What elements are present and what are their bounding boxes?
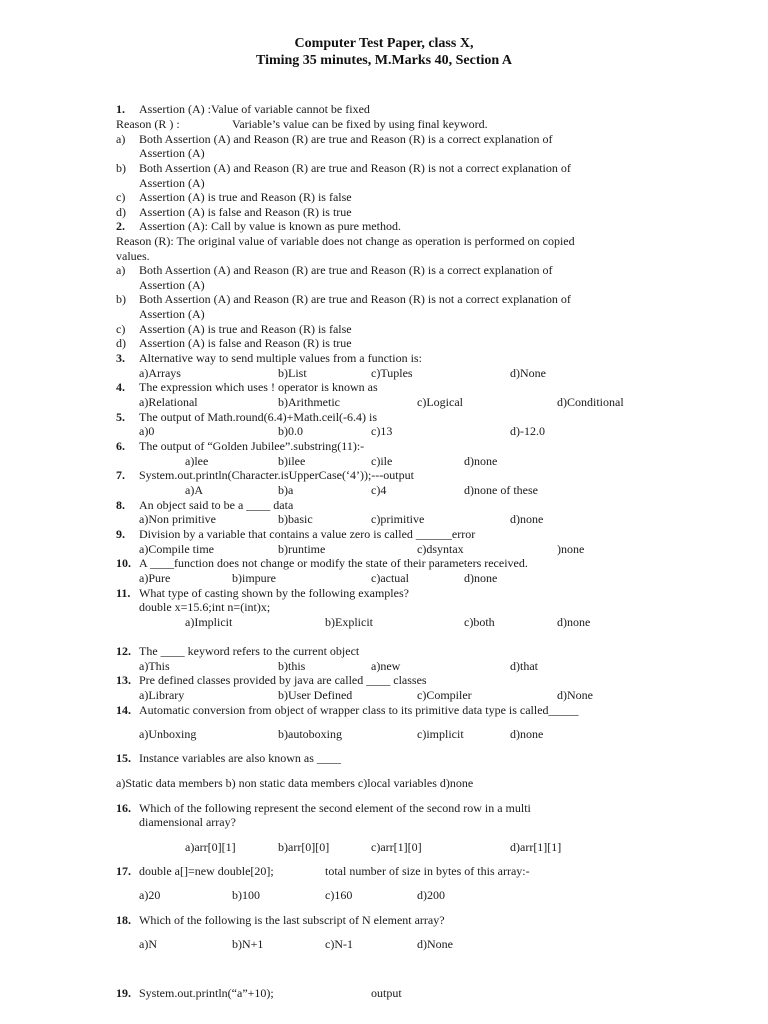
question-number: 17. bbox=[116, 864, 131, 878]
option-text: Assertion (A) is true and Reason (R) is false bbox=[139, 322, 352, 336]
question-number: 5. bbox=[116, 410, 125, 424]
question-number: 18. bbox=[116, 913, 131, 927]
option-d: d)None bbox=[510, 366, 546, 380]
title-line-1: Computer Test Paper, class X, bbox=[294, 36, 474, 51]
question-text: The expression which uses ! operator is known as bbox=[139, 380, 378, 394]
question-number: 15. bbox=[116, 751, 131, 765]
question-text-continued: output bbox=[371, 986, 402, 1000]
question-text: Alternative way to send multiple values from a function is: bbox=[139, 351, 422, 365]
option-c: c)actual bbox=[371, 571, 409, 585]
option-b: b)User Defined bbox=[278, 688, 353, 702]
option-b: b)this bbox=[278, 659, 306, 673]
option-d: d)none bbox=[464, 571, 498, 585]
option-d: d)that bbox=[510, 659, 538, 673]
option-c: c)Logical bbox=[417, 395, 463, 409]
option-text: Assertion (A) bbox=[139, 146, 205, 160]
title-line-2: Timing 35 minutes, M.Marks 40, Section A bbox=[255, 53, 513, 68]
option-b: b)arr[0][0] bbox=[278, 840, 330, 854]
option-d: d)none bbox=[557, 615, 591, 629]
question-text: Which of the following is the last subscript of N element array? bbox=[139, 913, 445, 927]
option-a: a)20 bbox=[139, 888, 161, 902]
option-c: a)new bbox=[371, 659, 401, 673]
question-number: 6. bbox=[116, 439, 125, 453]
option-c: c)ile bbox=[371, 454, 393, 468]
option-letter: a) bbox=[116, 132, 126, 146]
question-text: The output of “Golden Jubilee”.substring(11):- bbox=[139, 439, 365, 453]
question-text: What type of casting shown by the following examples? bbox=[139, 586, 409, 600]
option-b: b)100 bbox=[232, 888, 260, 902]
option-d: d)none bbox=[510, 512, 544, 526]
option-b: b)impure bbox=[232, 571, 276, 585]
question-text: Instance variables are also known as ____ bbox=[139, 751, 341, 765]
option-d: d)None bbox=[557, 688, 593, 702]
option-c: c)both bbox=[464, 615, 495, 629]
option-a: a)Library bbox=[139, 688, 185, 702]
question-text: Which of the following represent the second element of the second row in a multi bbox=[139, 801, 531, 815]
question-number: 1. bbox=[116, 102, 125, 116]
option-b: b)List bbox=[278, 366, 307, 380]
question-text: diamensional array? bbox=[139, 815, 236, 829]
option-c: c)13 bbox=[371, 424, 393, 438]
option-text: Both Assertion (A) and Reason (R) are true and Reason (R) is not a correct explanation of bbox=[139, 292, 571, 306]
option-c: c)implicit bbox=[417, 727, 464, 741]
option-letter: b) bbox=[116, 292, 126, 306]
option-d: )none bbox=[557, 542, 585, 556]
option-b: b)ilee bbox=[278, 454, 306, 468]
option-a: a)arr[0][1] bbox=[185, 840, 236, 854]
question-text: A ____function does not change or modify the state of their parameters received. bbox=[139, 556, 528, 570]
option-c: c)Compiler bbox=[417, 688, 472, 702]
option-a: a)0 bbox=[139, 424, 155, 438]
option-letter: c) bbox=[116, 322, 126, 336]
option-d: d)arr[1][1] bbox=[510, 840, 562, 854]
option-d: d)none bbox=[510, 727, 544, 741]
option-letter: a) bbox=[116, 263, 126, 277]
option-text: Both Assertion (A) and Reason (R) are true and Reason (R) is a correct explanation of bbox=[139, 263, 553, 277]
question-text: Pre defined classes provided by java are called ____ classes bbox=[139, 673, 427, 687]
option-b: b)Explicit bbox=[325, 615, 373, 629]
assertion-text: Assertion (A) :Value of variable cannot be fixed bbox=[139, 102, 370, 116]
question-number: 14. bbox=[116, 703, 131, 717]
option-b: b)Arithmetic bbox=[278, 395, 340, 409]
question-number: 10. bbox=[116, 556, 131, 570]
option-a: a)Unboxing bbox=[139, 727, 197, 741]
code-snippet: double x=15.6;int n=(int)x; bbox=[139, 600, 271, 614]
option-text: Assertion (A) is false and Reason (R) is true bbox=[139, 336, 352, 350]
question-number: 19. bbox=[116, 986, 131, 1000]
option-letter: b) bbox=[116, 161, 126, 175]
option-d: d)Conditional bbox=[557, 395, 624, 409]
question-text: An object said to be a ____ data bbox=[139, 498, 294, 512]
option-text: Both Assertion (A) and Reason (R) are true and Reason (R) is a correct explanation of bbox=[139, 132, 553, 146]
reason-text: values. bbox=[116, 249, 150, 263]
question-text: double a[]=new double[20]; bbox=[139, 864, 274, 878]
option-a: a)Non primitive bbox=[139, 512, 216, 526]
option-a: a)This bbox=[139, 659, 170, 673]
question-text: The ____ keyword refers to the current object bbox=[139, 644, 360, 658]
option-a: a)Implicit bbox=[185, 615, 233, 629]
option-c: c)N-1 bbox=[325, 937, 353, 951]
question-number: 16. bbox=[116, 801, 131, 815]
option-c: c)160 bbox=[325, 888, 353, 902]
option-d: d)None bbox=[417, 937, 453, 951]
question-text: The output of Math.round(6.4)+Math.ceil(-6.4) is bbox=[139, 410, 378, 424]
reason-label: Reason (R ) : bbox=[116, 117, 180, 131]
assertion-text: Assertion (A): Call by value is known as pure method. bbox=[139, 219, 401, 233]
reason-text: Reason (R): The original value of variable does not change as operation is performed on copied bbox=[116, 234, 575, 248]
option-letter: d) bbox=[116, 205, 126, 219]
option-b: b)autoboxing bbox=[278, 727, 342, 741]
option-b: b)runtime bbox=[278, 542, 326, 556]
question-text: System.out.println(“a”+10); bbox=[139, 986, 274, 1000]
option-text: Assertion (A) bbox=[139, 176, 205, 190]
option-c: c)arr[1][0] bbox=[371, 840, 422, 854]
option-c: c)4 bbox=[371, 483, 387, 497]
option-text: Assertion (A) bbox=[139, 278, 205, 292]
question-text: Division by a variable that contains a value zero is called ______error bbox=[139, 527, 476, 541]
option-a: a)lee bbox=[185, 454, 209, 468]
question-number: 8. bbox=[116, 498, 125, 512]
question-number: 3. bbox=[116, 351, 125, 365]
option-c: c)primitive bbox=[371, 512, 425, 526]
option-text: Assertion (A) is false and Reason (R) is true bbox=[139, 205, 352, 219]
option-a: a)Pure bbox=[139, 571, 171, 585]
option-text: Both Assertion (A) and Reason (R) are true and Reason (R) is not a correct explanation of bbox=[139, 161, 571, 175]
option-a: a)Arrays bbox=[139, 366, 181, 380]
options-line: a)Static data members b) non static data members c)local variables d)none bbox=[116, 776, 474, 790]
question-text-continued: total number of size in bytes of this array:- bbox=[325, 864, 530, 878]
option-a: a)N bbox=[139, 937, 157, 951]
option-letter: c) bbox=[116, 190, 126, 204]
option-d: d)none of these bbox=[464, 483, 538, 497]
question-number: 12. bbox=[116, 644, 131, 658]
question-number: 13. bbox=[116, 673, 131, 687]
option-d: d)200 bbox=[417, 888, 445, 902]
option-text: Assertion (A) bbox=[139, 307, 205, 321]
question-number: 2. bbox=[116, 219, 125, 233]
option-c: c)dsyntax bbox=[417, 542, 464, 556]
question-text: System.out.println(Character.isUpperCase(‘4’));---output bbox=[139, 468, 414, 482]
question-text: Automatic conversion from object of wrapper class to its primitive data type is called_____ bbox=[139, 703, 579, 717]
option-d: d)-12.0 bbox=[510, 424, 545, 438]
option-d: d)none bbox=[464, 454, 498, 468]
question-number: 7. bbox=[116, 468, 125, 482]
question-number: 11. bbox=[116, 586, 131, 600]
option-a: a)Compile time bbox=[139, 542, 214, 556]
option-b: b)0.0 bbox=[278, 424, 303, 438]
question-number: 4. bbox=[116, 380, 125, 394]
option-text: Assertion (A) is true and Reason (R) is false bbox=[139, 190, 352, 204]
option-a: a)A bbox=[185, 483, 203, 497]
option-a: a)Relational bbox=[139, 395, 198, 409]
option-b: b)N+1 bbox=[232, 937, 264, 951]
option-letter: d) bbox=[116, 336, 126, 350]
option-b: b)basic bbox=[278, 512, 313, 526]
option-b: b)a bbox=[278, 483, 294, 497]
option-c: c)Tuples bbox=[371, 366, 413, 380]
reason-text: Variable’s value can be fixed by using final keyword. bbox=[232, 117, 488, 131]
question-number: 9. bbox=[116, 527, 125, 541]
